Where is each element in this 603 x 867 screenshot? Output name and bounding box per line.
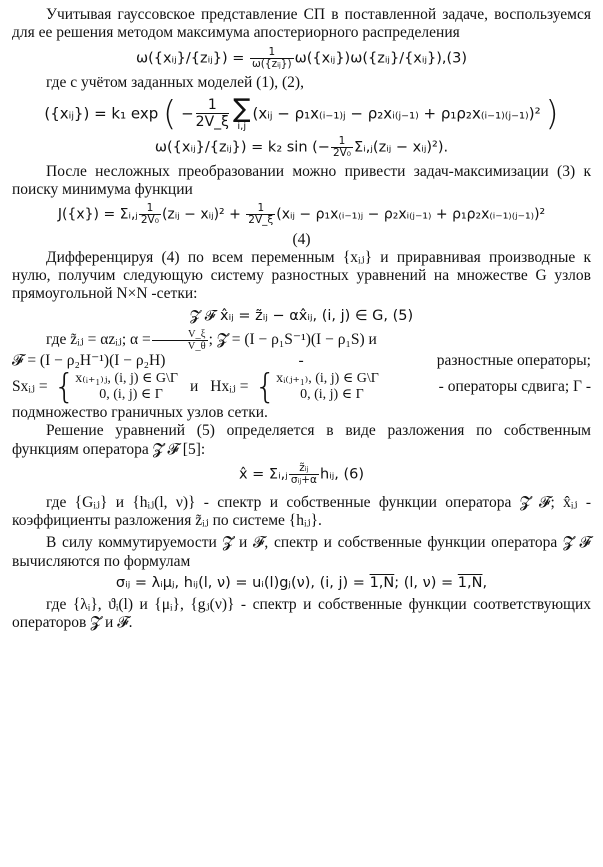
eq4-frac2-num: 1 [246, 203, 275, 215]
def-right: ; 𝓩 = (I − ρ₁S⁻¹)(I − ρ₁S) и [208, 330, 377, 348]
eq-lik-right: Σᵢ,ⱼ(zᵢⱼ − xᵢⱼ)²). [354, 139, 449, 156]
eq-prior-fraction [196, 97, 229, 132]
equation-likelihood [12, 136, 591, 159]
eq4-frac1-den: 2V₀ [140, 214, 159, 227]
shift-h-case-2: 0, (i, j) ∈ Γ [300, 387, 364, 403]
eq7-part-e: , [482, 575, 488, 592]
equation-4 [12, 203, 591, 226]
paragraph-definitions [12, 329, 591, 352]
eq4-fraction-1 [139, 203, 161, 226]
shift-s-case-1: x₍ᵢ₊₁₎ⱼ, (i, j) ∈ G\Γ [75, 370, 178, 386]
eq3-left: ω({xᵢⱼ}/{zᵢⱼ}) = [135, 50, 250, 67]
eq-prior-body: (xᵢⱼ − ρ₁x₍ᵢ₋₁₎ⱼ − ρ₂xᵢ₍ⱼ₋₁₎ + ρ₁ρ₂x₍ᵢ₋₁₎₍ⱼ₋₁₎)² [252, 104, 541, 123]
eq7-part-c: ; (l, ν) = [394, 575, 458, 592]
eq6-right: hᵢⱼ, (6) [319, 466, 365, 483]
eq3-frac-num: 1 [250, 47, 294, 59]
eq-lik-fraction [331, 136, 353, 159]
eq6-frac-den: σᵢⱼ+α [290, 473, 317, 486]
operator-dash: - [298, 351, 304, 369]
paragraph-spectrum: где {Gᵢⱼ} и {hᵢⱼ(l, ν)} - спектр и собственные функции оператора 𝓩 𝓕; x̂ᵢⱼ - коэффициенты разложения z̃ᵢⱼ по системе {hᵢⱼ}. [12, 493, 591, 530]
eq4-right: (xᵢⱼ − ρ₁x₍ᵢ₋₁₎ⱼ − ρ₂xᵢ₍ⱼ₋₁₎ + ρ₁ρ₂x₍ᵢ₋₁₎₍ⱼ₋₁₎)² [276, 206, 546, 223]
equation-3 [12, 47, 591, 70]
equation-7 [12, 575, 591, 592]
eq7-range-1: 1,N [369, 575, 395, 592]
eq-prior-left: ({xᵢⱼ}) = k₁ exp [44, 104, 159, 123]
eq-lik-frac-den: 2V₀ [332, 146, 352, 159]
shift-h-cases: { xᵢ₍ⱼ₊₁₎, (i, j) ∈ G\Γ 0, (i, j) ∈ Γ [254, 367, 379, 408]
eq-lik-left: ω({xᵢⱼ}/{zᵢⱼ}) = k₂ sin (− [154, 139, 330, 156]
shift-h-case-1: xᵢ₍ⱼ₊₁₎, (i, j) ∈ G\Γ [276, 370, 379, 386]
operator-f-def: 𝓕 = (I − ρ₂H⁻¹)(I − ρ₂H) [12, 351, 166, 369]
eq-prior-frac-num: 1 [196, 97, 229, 115]
alpha-frac-num: V_ξ [152, 329, 208, 341]
eq6-frac-num: z̃ᵢⱼ [289, 463, 319, 475]
eq-lik-frac-num: 1 [331, 136, 353, 148]
shift-s-cases: { x₍ᵢ₊₁₎ⱼ, (i, j) ∈ G\Γ 0, (i, j) ∈ Γ [53, 367, 178, 408]
paragraph-final: где {λᵢ}, ϑᵢ(l) и {μᵢ}, {gⱼ(ν)} - спектр и собственные функции соответствующих операторов 𝓩 и 𝓕. [12, 596, 591, 632]
paragraph-commute: В силу коммутируемости 𝓩 и 𝓕, спектр и собственные функции оператора 𝓩 𝓕 вычисляются по формулам [12, 534, 591, 570]
equation-prior: ({xᵢⱼ}) = k₁ exp ( − $\frac{1}{2V\_\xi}$ ∑ i,j (xᵢⱼ − ρ₁x₍ᵢ₋₁₎ⱼ − ρ₂xᵢ₍ⱼ₋₁₎ + ρ₁ρ₂x₍ᵢ₋₁₎₍ⱼ₋₁₎)² ) [44, 93, 559, 134]
eq3-right: ω({xᵢⱼ})ω({zᵢⱼ}/{xᵢⱼ}),(3) [294, 50, 468, 67]
shift-operators-line [12, 367, 591, 408]
equation-6 [12, 463, 591, 486]
eq6-left: x̂ = Σᵢ,ⱼ [238, 466, 288, 483]
eq4-frac2-den: 2V_ξ [248, 214, 274, 227]
shift-and: и [189, 377, 199, 395]
equation-5: 𝓩 𝓕 x̂ᵢⱼ = z̃ᵢⱼ − αx̂ᵢⱼ, (i, j) ∈ G, (5) [189, 307, 414, 324]
eq4-fraction-2 [246, 203, 275, 226]
operator-label: разностные операторы; [436, 351, 591, 369]
eq3-fraction [250, 47, 294, 70]
def-left: где z̃ᵢⱼ = αzᵢⱼ; α = [46, 330, 151, 348]
equation-4-number: (4) [292, 230, 311, 248]
eq4-frac1-num: 1 [139, 203, 161, 215]
sum-subscript: i,j [237, 120, 247, 132]
sum-symbol: ∑ i,j [232, 93, 251, 132]
left-paren: ( [163, 93, 177, 134]
operators-line [12, 352, 591, 370]
alpha-frac-den: V_θ [187, 340, 206, 352]
paragraph-transform: После несложных преобразовании можно привести задач-максимизации (3) к поиску минимума функции [12, 162, 591, 199]
paragraph-intro: Учитывая гауссовское представление СП в поставленной задаче, воспользуемся для ее решения методом максимума апостериорного распределения [12, 6, 591, 42]
shift-s-case-2: 0, (i, j) ∈ Γ [99, 387, 163, 403]
paragraph-solution: Решение уравнений (5) определяется в виде разложения по собственным функциям оператора 𝓩 𝓕 [5]: [12, 422, 591, 458]
eq7-range-2: 1,N [457, 575, 483, 592]
eq3-frac-den: ω({zᵢⱼ}) [252, 57, 292, 70]
eq6-fraction [289, 463, 319, 486]
shift-s-label: Sxᵢⱼ = [12, 377, 48, 395]
eq-prior-frac-den: 2V_ξ [195, 114, 229, 131]
alpha-fraction [152, 329, 208, 352]
paragraph-boundary: подмножество граничных узлов сетки. [12, 404, 268, 422]
eq4-left: J({x}) = Σᵢ,ⱼ [57, 206, 138, 223]
right-paren: ) [545, 93, 559, 134]
paragraph-models: где с учётом заданных моделей (1), (2), [46, 73, 304, 91]
shift-tail: - операторы сдвига; Γ - [438, 377, 591, 395]
eq4-mid: (zᵢⱼ − xᵢⱼ)² + [161, 206, 241, 223]
paragraph-differentiate: Дифференцируя (4) по всем переменным {xᵢⱼ} и приравнивая производные к нулю, получим следующую систему разностных уравнений на множестве G узлов прямоугольной N×N -сетки: [12, 248, 591, 303]
shift-h-label: Hxᵢⱼ = [210, 377, 249, 395]
eq7-part-a: σᵢⱼ = λᵢμⱼ, hᵢⱼ(l, ν) = uᵢ(l)gⱼ(ν), (i, j) = [115, 575, 370, 592]
